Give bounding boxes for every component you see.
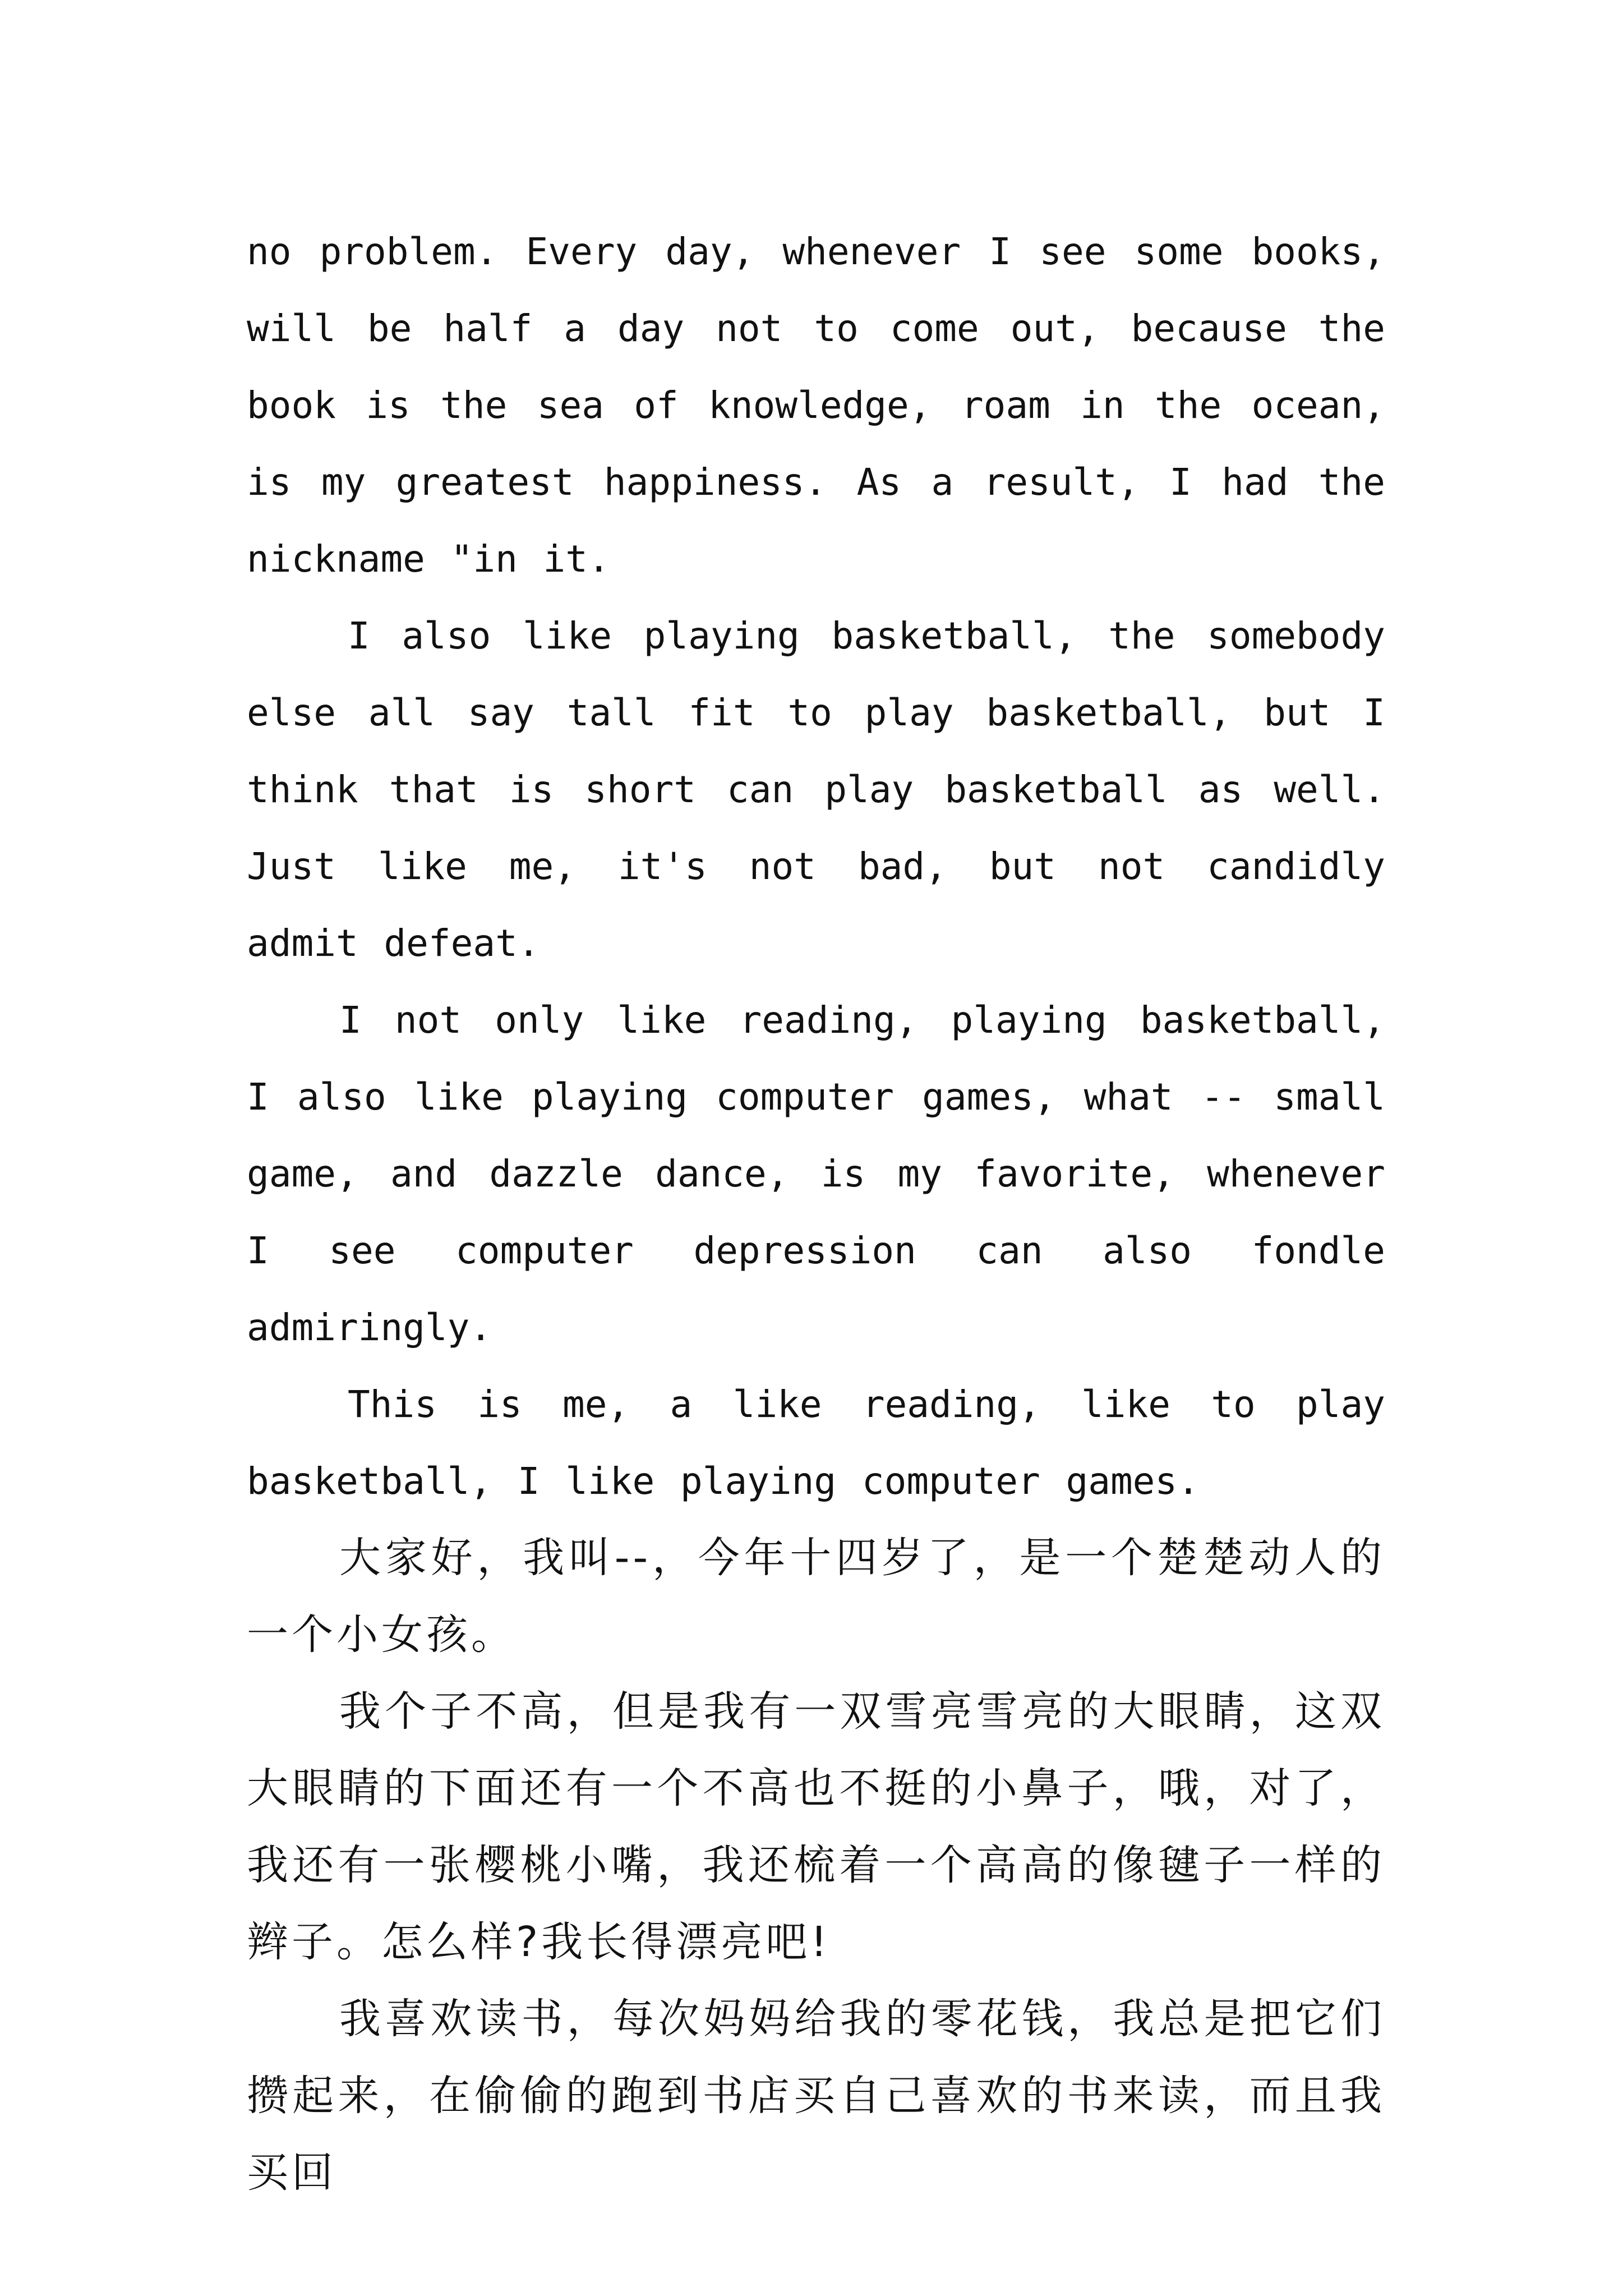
paragraph-basketball: I also like playing basketball, the somebody else all say tall fit to play basketball, but I think that is short can play basketball as well. Just like me, it's not bad, but not candidly admit defeat.	[247, 614, 1385, 965]
paragraph-introduction-cn: 大家好，我叫--，今年十四岁了，是一个楚楚动人的一个小女孩。	[247, 1534, 1385, 1659]
paragraph-computer-games: I not only like reading, playing basketball, I also like playing computer games, what -- small game, and dazzle dance, is my favorite, whenever I see computer depression can also fondle admiringly.	[247, 999, 1385, 1349]
paragraph-appearance-cn: 我个子不高，但是我有一双雪亮雪亮的大眼睛，这双大眼睛的下面还有一个不高也不挺的小鼻子，哦，对了，我还有一张樱桃小嘴，我还梳着一个高高的像毽子一样的辫子。怎么样?我长得漂亮吧!	[247, 1687, 1385, 1966]
paragraph-summary: This is me, a like reading, like to play basketball, I like playing computer games.	[247, 1383, 1385, 1503]
document-page	[247, 213, 1385, 2211]
paragraph-reading-cn: 我喜欢读书，每次妈妈给我的零花钱，我总是把它们攒起来，在偷偷的跑到书店买自己喜欢的书来读，而且我买回	[247, 1995, 1385, 2197]
paragraph-reading-habit: no problem. Every day, whenever I see some books, will be half a day not to come out, because the book is the sea of knowledge, roam in the ocean, is my greatest happiness. As a result, I had the nickname "in it.	[247, 230, 1385, 581]
